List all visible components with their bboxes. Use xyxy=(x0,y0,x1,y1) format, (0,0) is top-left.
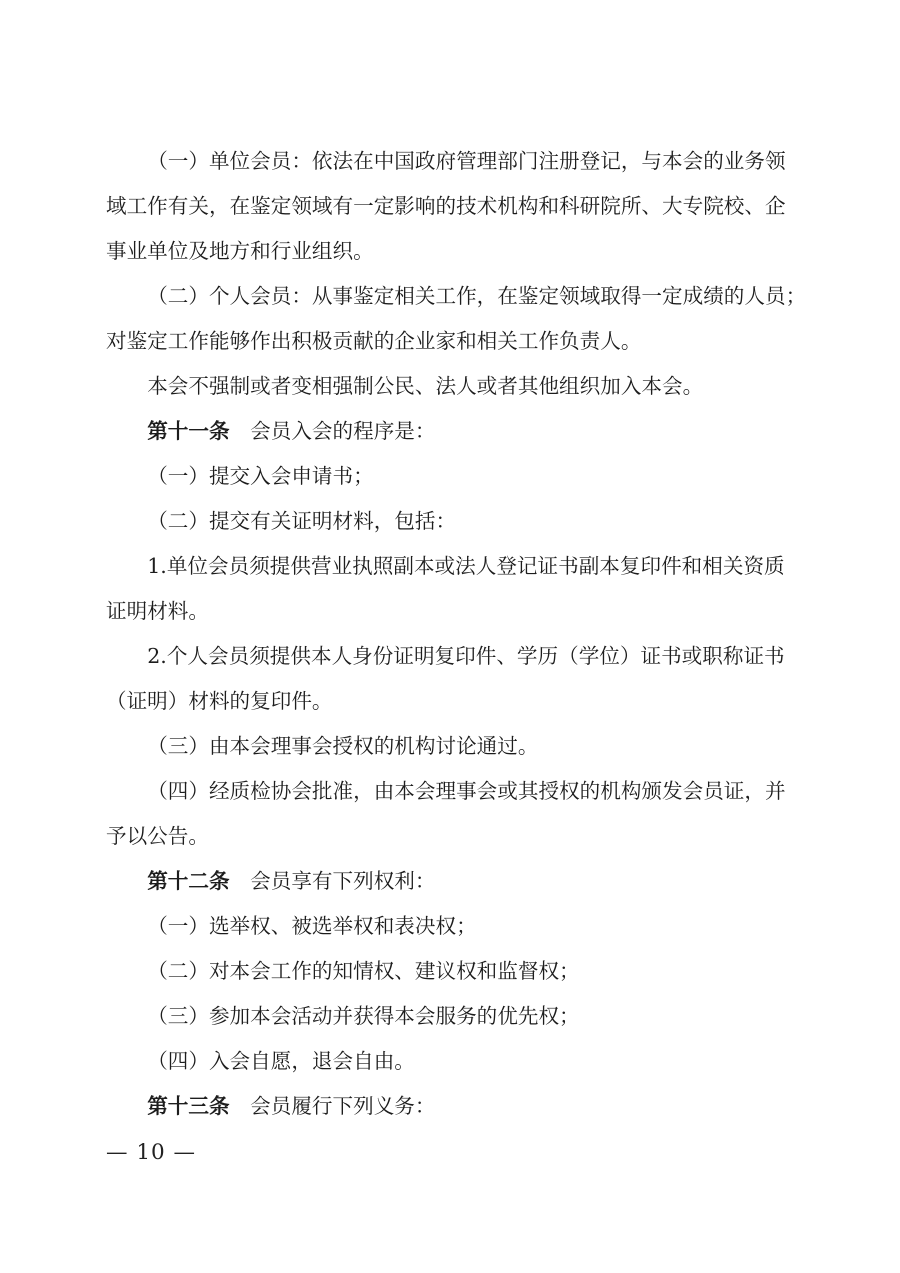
text-line: （三）参加本会活动并获得本会服务的优先权； xyxy=(147,1004,580,1028)
article-title: 会员履行下列义务： xyxy=(229,1094,436,1118)
text-line: （一）提交入会申请书； xyxy=(147,464,374,488)
text-line: 事业单位及地方和行业组织。 xyxy=(106,239,374,263)
text-line: 对鉴定工作能够作出积极贡献的企业家和相关工作负责人。 xyxy=(106,329,642,353)
text-line: 本会不强制或者变相强制公民、法人或者其他组织加入本会。 xyxy=(147,374,704,398)
text-line: （二）个人会员：从事鉴定相关工作，在鉴定领域取得一定成绩的人员； xyxy=(147,284,807,308)
article-13-heading xyxy=(106,1084,786,1129)
text-line xyxy=(106,859,786,904)
list-item-submit-application xyxy=(106,454,786,499)
article-11-heading xyxy=(106,409,786,454)
list-item-priority-rights xyxy=(106,994,786,1039)
list-item-voting-rights xyxy=(106,904,786,949)
article-title: 会员入会的程序是： xyxy=(229,419,436,443)
text-line: 证明材料。 xyxy=(106,599,209,623)
article-number: 第十一条 xyxy=(147,419,230,443)
article-number: 第十三条 xyxy=(147,1094,230,1118)
sub-item-unit-member-materials xyxy=(106,544,786,634)
page-number: — 10 — xyxy=(106,1140,197,1165)
text-line: （四）入会自愿，退会自由。 xyxy=(147,1049,415,1073)
article-12-heading xyxy=(106,859,786,904)
text-line xyxy=(106,409,786,454)
list-item-information-rights xyxy=(106,949,786,994)
list-item-certificate-issuance xyxy=(106,769,786,859)
article-title: 会员享有下列权利： xyxy=(229,869,436,893)
paragraph-individual-member-definition xyxy=(106,274,807,364)
text-line: 1.单位会员须提供营业执照副本或法人登记证书副本复印件和相关资质 xyxy=(147,554,785,578)
text-line: 2.个人会员须提供本人身份证明复印件、学历（学位）证书或职称证书 xyxy=(147,644,785,668)
paragraph-unit-member-definition xyxy=(106,139,786,274)
sub-item-individual-member-materials xyxy=(106,634,786,724)
text-line: （四）经质检协会批准，由本会理事会或其授权的机构颁发会员证，并 xyxy=(147,779,786,803)
text-line: （二）提交有关证明材料，包括： xyxy=(147,509,457,533)
list-item-voluntary-membership xyxy=(106,1039,786,1084)
text-line: （证明）材料的复印件。 xyxy=(106,689,333,713)
text-line: 域工作有关，在鉴定领域有一定影响的技术机构和科研院所、大专院校、企 xyxy=(106,194,786,218)
list-item-submit-materials xyxy=(106,499,786,544)
list-item-council-discussion xyxy=(106,724,786,769)
paragraph-no-forced-membership xyxy=(106,364,786,409)
text-line: （一）单位会员：依法在中国政府管理部门注册登记，与本会的业务领 xyxy=(147,149,786,173)
text-line: 予以公告。 xyxy=(106,824,209,848)
article-number: 第十二条 xyxy=(147,869,230,893)
text-line: （二）对本会工作的知情权、建议权和监督权； xyxy=(147,959,580,983)
text-line: （三）由本会理事会授权的机构讨论通过。 xyxy=(147,734,539,758)
text-line xyxy=(106,1084,786,1129)
document-body xyxy=(106,139,807,1129)
text-line: （一）选举权、被选举权和表决权； xyxy=(147,914,477,938)
